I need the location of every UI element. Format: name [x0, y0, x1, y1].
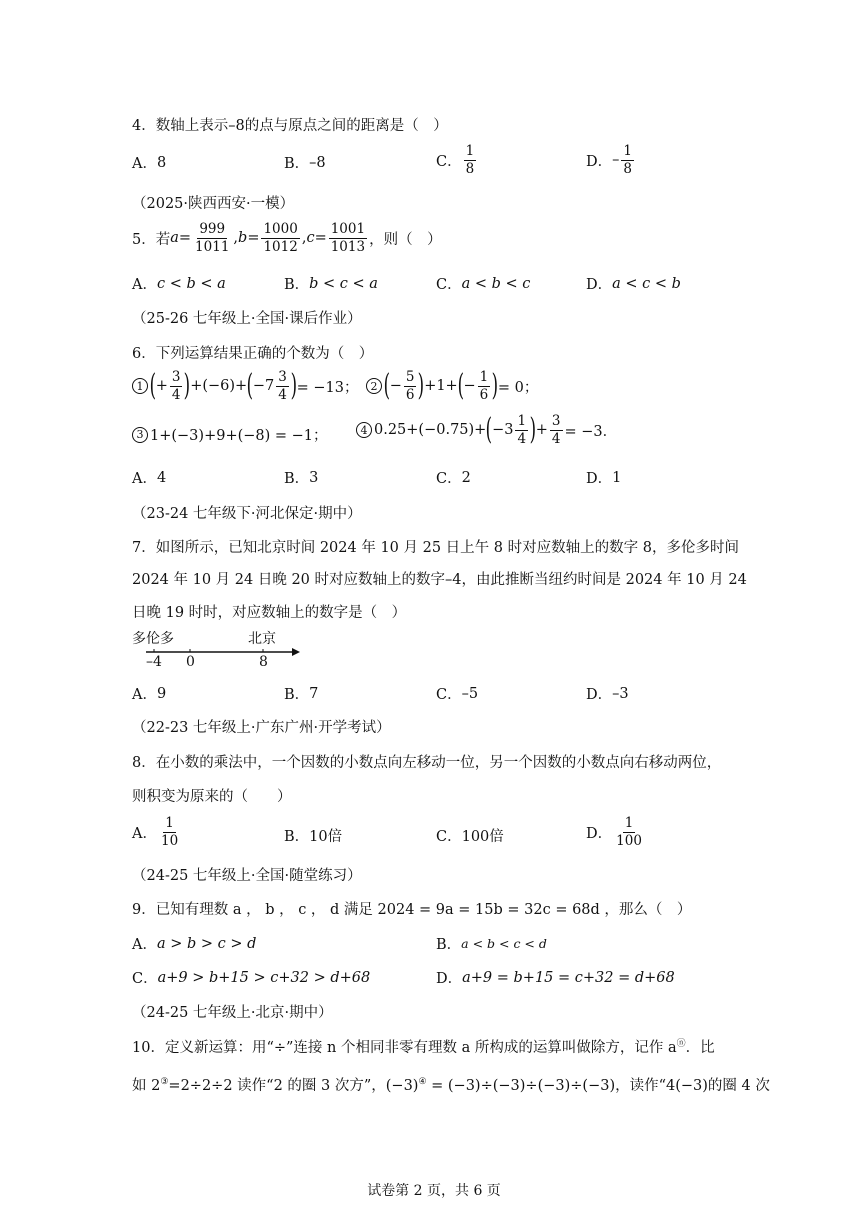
q10-line-1 — [132, 1036, 715, 1057]
option-label: B． — [284, 829, 310, 845]
option-label: C． — [436, 471, 462, 487]
option-label: C． — [436, 153, 462, 170]
option-label: D． — [586, 277, 613, 293]
q10-line-2 — [132, 1074, 770, 1095]
number-line-figure — [132, 628, 302, 672]
q7-option-b[interactable] — [284, 683, 318, 704]
circle-number-4: 4 — [356, 422, 372, 438]
line-end: = (−3)÷(−3)÷(−3)÷(−3)，读作“4(−3)的圈 4 次 — [426, 1078, 770, 1094]
option-label: A． — [132, 156, 157, 172]
option-label: C． — [436, 277, 462, 293]
q8-line-1: 8．在小数的乘法中，一个因数的小数点向左移动一位，另一个因数的小数点向右移动两位， — [132, 755, 722, 771]
fraction: $\frac{1}{10}$ — [160, 815, 179, 849]
minus-sign: – — [612, 152, 620, 169]
option-value: a > b > c > d — [156, 935, 257, 952]
var-c: c — [306, 230, 315, 247]
stem-suffix: ，则（ ） — [369, 231, 442, 248]
option-value: 2 — [461, 469, 471, 486]
q5-option-d[interactable] — [586, 273, 681, 294]
q9-option-b[interactable] — [436, 933, 547, 954]
circle-number-2: 2 — [366, 378, 382, 394]
option-value: a+9 > b+15 > c+32 > d+68 — [157, 969, 371, 986]
option-value: a+9 = b+15 = c+32 = d+68 — [462, 969, 675, 986]
q7-line-2: 2024 年 10 月 24 日晚 20 时对应数轴上的数字–4，由此推断当纽约时间是 2024 年 10 月 24 — [132, 572, 747, 588]
q8-option-b[interactable] — [284, 825, 342, 846]
q7-option-c[interactable] — [436, 683, 478, 704]
q6-expr-2: 2 ( − $\frac{5}{6}$ ) +1+ ( − $\frac{1}{6}$ ) = 0； — [366, 370, 538, 403]
q6-expr-3 — [132, 424, 328, 445]
q7-source: （23-24 七年级下·河北保定·期中） — [132, 506, 362, 522]
q9-stem: 9．已知有理数 a ， b ， c ， d 满足 2024 = 9a = 15b = 32c = 68d ，那么（ ） — [132, 902, 692, 918]
q8-source: （22-23 七年级上·广东广州·开学考试） — [132, 720, 391, 736]
line-text: 如 2 — [132, 1078, 161, 1094]
line-end: ．比 — [685, 1040, 715, 1056]
option-value: –3 — [612, 685, 629, 702]
q6-option-d[interactable] — [586, 467, 621, 488]
mixed-int: −7 — [252, 378, 275, 395]
option-value: 100倍 — [461, 829, 504, 845]
option-value: 8 — [156, 154, 167, 171]
option-value: 7 — [309, 685, 319, 702]
option-label: B． — [284, 156, 310, 172]
option-label: B． — [284, 471, 310, 487]
q9-option-d[interactable] — [436, 967, 675, 988]
q4-stem: 4．数轴上表示–8的点与原点之间的距离是（ ） — [132, 118, 448, 134]
fraction: $\frac{1}{100}$ — [616, 815, 642, 849]
option-label: A． — [132, 471, 157, 487]
fraction-c: $\frac{1001}{1013}$ — [330, 221, 366, 255]
q6-stem: 6．下列运算结果正确的个数为（ ） — [132, 346, 374, 362]
q5-stem: 5．若 a = $\frac{999}{1011}$ , b = $\frac{1000}{1012}$ , c = $\frac{1001}{1013}$ ，则（ ） — [132, 221, 442, 255]
expr-mid: +1+ — [424, 378, 458, 395]
option-value: a < c < b — [612, 275, 681, 292]
q6-option-a[interactable] — [132, 467, 166, 488]
circle-number-3: 3 — [132, 427, 148, 443]
expr-pre: 0.25+(−0.75)+ — [374, 422, 487, 439]
stem-prefix: 5．若 — [132, 231, 171, 248]
option-value: 10倍 — [309, 829, 343, 845]
q10-source: （24-25 七年级上·北京·期中） — [132, 1005, 333, 1021]
option-label: B． — [284, 277, 310, 293]
q5-option-c[interactable] — [436, 273, 530, 294]
option-value: a < b < c — [461, 275, 531, 292]
line-mid: =2÷2÷2 读作“2 的圈 3 次方”，(−3) — [168, 1078, 419, 1094]
option-value: 9 — [156, 685, 167, 702]
var-b: b — [238, 230, 248, 247]
line-text: 10．定义新运算：用“÷”连接 n 个相同非零有理数 a 所构成的运算叫做除方，记作 a — [132, 1040, 677, 1056]
option-label: C． — [436, 687, 462, 703]
option-value: c < b < a — [156, 275, 226, 292]
option-label: D． — [586, 471, 613, 487]
superscript: ③ — [160, 1077, 169, 1088]
fraction: $\frac{1}{8}$ — [465, 143, 475, 177]
option-label: D． — [586, 825, 613, 842]
q9-option-a[interactable] — [132, 933, 256, 954]
option-value: 4 — [156, 469, 167, 486]
circle-number-1: 1 — [132, 378, 148, 394]
q8-option-c[interactable] — [436, 825, 504, 846]
mixed-int: −3 — [492, 422, 514, 439]
q7-line-3: 日晚 19 时时，对应数轴上的数字是（ ） — [132, 605, 407, 621]
option-value: b < c < a — [309, 275, 378, 292]
option-label: A． — [132, 277, 157, 293]
q7-option-a[interactable] — [132, 683, 166, 704]
q6-option-b[interactable] — [284, 467, 318, 488]
option-label: D． — [586, 153, 613, 170]
option-label: C． — [436, 829, 462, 845]
tick-label-8: 8 — [259, 654, 268, 670]
q4-option-a[interactable] — [132, 152, 166, 173]
q8-option-a[interactable] — [132, 816, 182, 849]
q8-option-d[interactable] — [586, 816, 646, 849]
option-label: D． — [586, 687, 613, 703]
fraction-a: $\frac{999}{1011}$ — [195, 221, 230, 255]
option-label: A． — [132, 687, 157, 703]
option-value: –8 — [309, 154, 326, 171]
option-label: D． — [436, 971, 463, 987]
var-a: a — [170, 230, 179, 247]
q9-option-c[interactable] — [132, 967, 370, 988]
q4-option-b[interactable] — [284, 152, 326, 173]
fraction: $\frac{1}{8}$ — [623, 143, 632, 177]
expr-result: = 0； — [497, 379, 539, 396]
q5-source: （2025·陕西西安·一模） — [132, 196, 295, 212]
q7-option-d[interactable] — [586, 683, 629, 704]
option-label: A． — [132, 937, 157, 953]
tick-label-0: 0 — [186, 654, 195, 670]
q9-source: （24-25 七年级上·全国·随堂练习） — [132, 868, 362, 884]
q6-source: （25-26 七年级上·全国·课后作业） — [132, 311, 362, 327]
option-label: B． — [284, 687, 310, 703]
option-label: C． — [132, 971, 158, 987]
superscript: ④ — [418, 1077, 427, 1088]
q5-option-b[interactable] — [284, 273, 378, 294]
page-footer: 试卷第 2 页，共 6 页 — [367, 1183, 501, 1199]
label-toronto: 多伦多 — [132, 631, 174, 647]
tick-label-neg4: –4 — [146, 654, 162, 670]
option-label: A． — [132, 825, 157, 842]
expr-text: 1+(−3)+9+(−8) = −1； — [150, 428, 328, 444]
option-value: a < b < c < d — [461, 936, 547, 951]
option-value: 3 — [309, 469, 319, 486]
q4-option-d[interactable] — [586, 144, 636, 177]
option-label: B． — [436, 937, 462, 953]
expr-result: = −13； — [296, 379, 359, 396]
option-value: 1 — [612, 469, 622, 486]
q7-line-1: 7．如图所示，已知北京时间 2024 年 10 月 25 日上午 8 时对应数轴上的数字 8，多伦多时间 — [132, 540, 739, 556]
option-value: –5 — [461, 685, 479, 702]
q5-option-a[interactable] — [132, 273, 226, 294]
label-beijing: 北京 — [248, 631, 276, 647]
q8-line-2: 则积变为原来的（ ） — [132, 789, 292, 805]
fraction-b: $\frac{1000}{1012}$ — [263, 221, 298, 255]
q6-expr-4: 4 0.25+(−0.75)+ ( −3 $\frac{1}{4}$ ) + $\frac{3}{4}$ = −3． — [356, 414, 617, 447]
q6-expr-1: 1 ( + $\frac{3}{4}$ ) +(−6)+ ( −7 $\frac{3}{4}$ ) = −13； — [132, 370, 358, 403]
superscript: ⓝ — [676, 1039, 686, 1050]
q4-option-c[interactable] — [436, 144, 478, 177]
expr-mid: +(−6)+ — [190, 378, 248, 395]
expr-result: = −3． — [564, 423, 618, 440]
q6-option-c[interactable] — [436, 467, 471, 488]
